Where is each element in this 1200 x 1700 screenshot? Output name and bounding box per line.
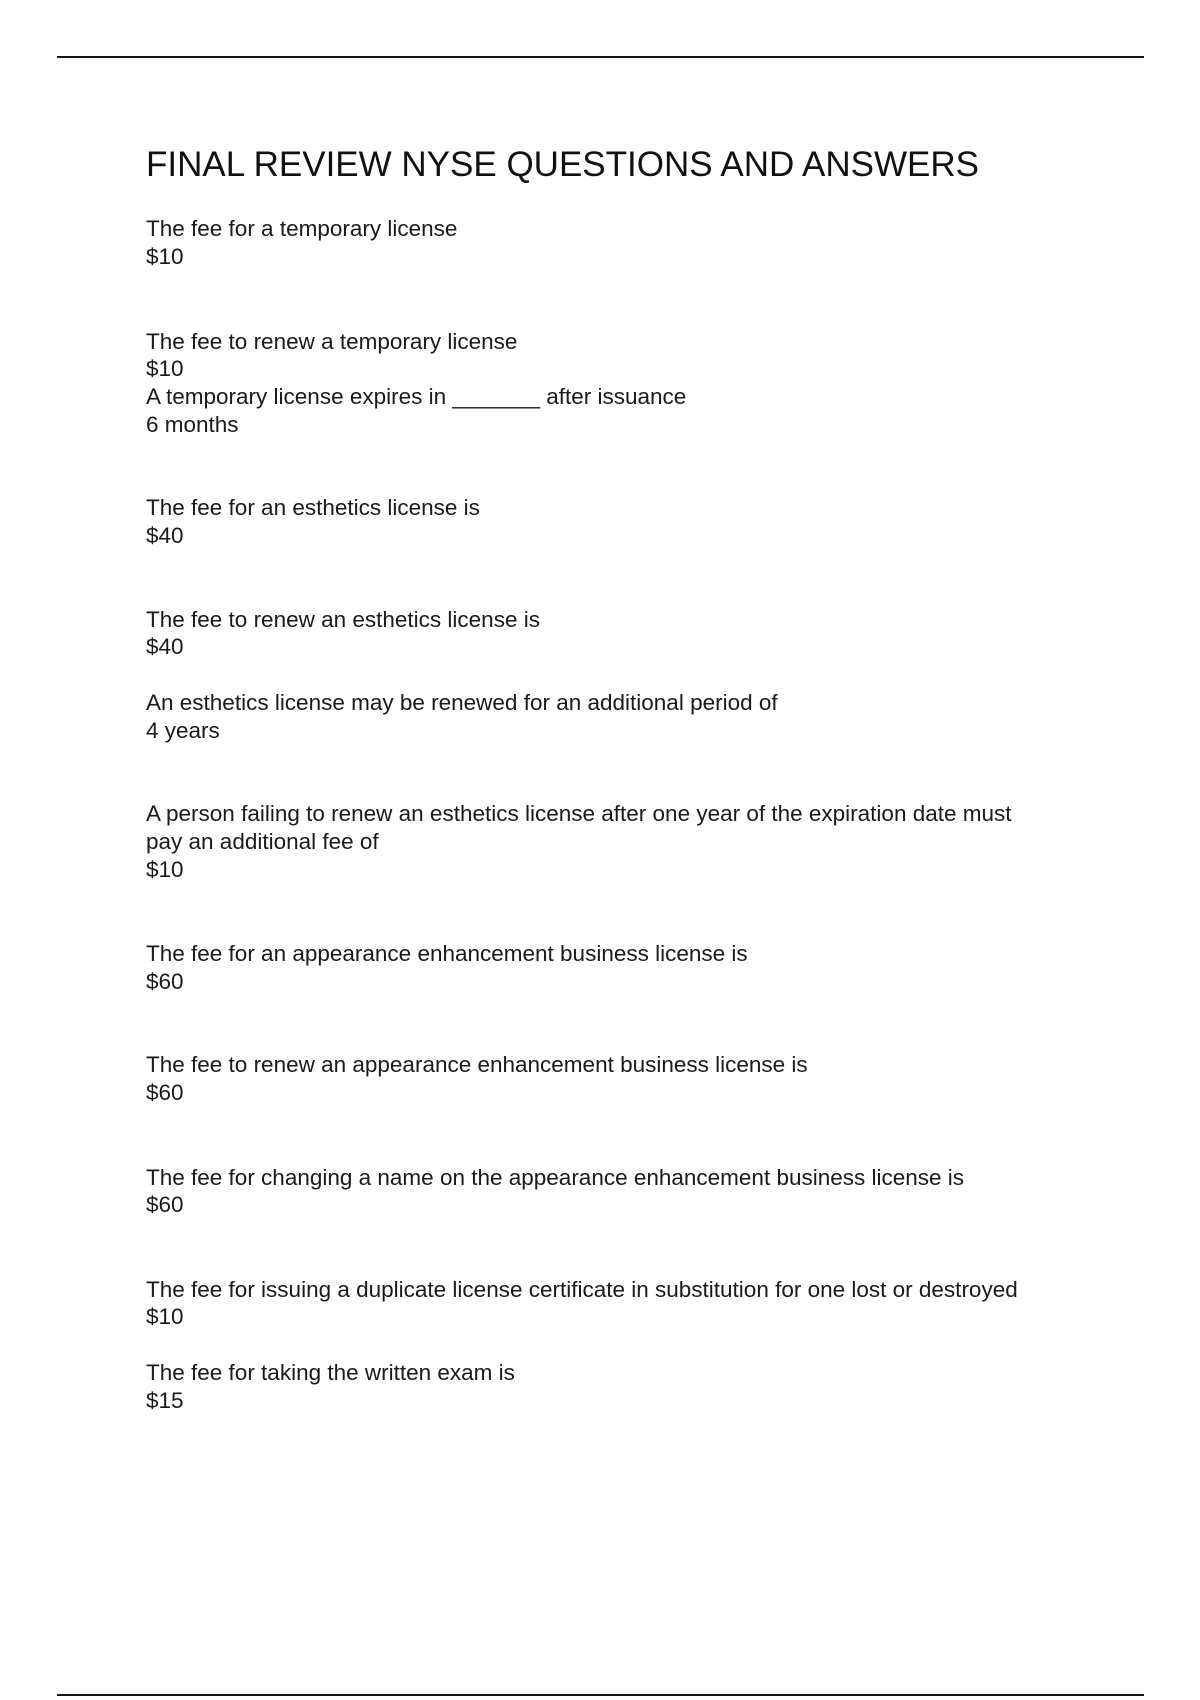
answer-text: $40 <box>146 523 184 548</box>
question-text: The fee to renew a temporary license <box>146 329 518 354</box>
answer-text: $10 <box>146 244 184 269</box>
answer-text: $15 <box>146 1388 184 1413</box>
top-divider <box>57 56 1144 58</box>
bottom-divider <box>57 1694 1144 1696</box>
question-text: The fee for an appearance enhancement business license is <box>146 941 748 966</box>
question-text: pay an additional fee of <box>146 829 379 854</box>
question-text: The fee for a temporary license <box>146 216 458 241</box>
answer-text: $60 <box>146 1192 184 1217</box>
question-text: The fee for an esthetics license is <box>146 495 480 520</box>
answer-text: $60 <box>146 1080 184 1105</box>
answer-text: $10 <box>146 1304 184 1329</box>
answer-text: $40 <box>146 634 184 659</box>
answer-text: $60 <box>146 969 184 994</box>
answer-text: $10 <box>146 857 184 882</box>
document-title: FINAL REVIEW NYSE QUESTIONS AND ANSWERS <box>146 145 980 184</box>
question-text: The fee to renew an appearance enhancement business license is <box>146 1052 808 1077</box>
answer-text: 4 years <box>146 718 220 743</box>
question-text: A temporary license expires in _______ after issuance <box>146 384 687 409</box>
answer-text: 6 months <box>146 412 239 437</box>
question-text: The fee for changing a name on the appearance enhancement business license is <box>146 1165 965 1190</box>
question-text: The fee for taking the written exam is <box>146 1360 515 1385</box>
question-text: A person failing to renew an esthetics license after one year of the expiration date must <box>146 801 1012 826</box>
question-text: The fee to renew an esthetics license is <box>146 607 540 632</box>
question-text: An esthetics license may be renewed for an additional period of <box>146 690 778 715</box>
answer-text: $10 <box>146 356 184 381</box>
question-text: The fee for issuing a duplicate license certificate in substitution for one lost or destroyed <box>146 1277 1018 1302</box>
